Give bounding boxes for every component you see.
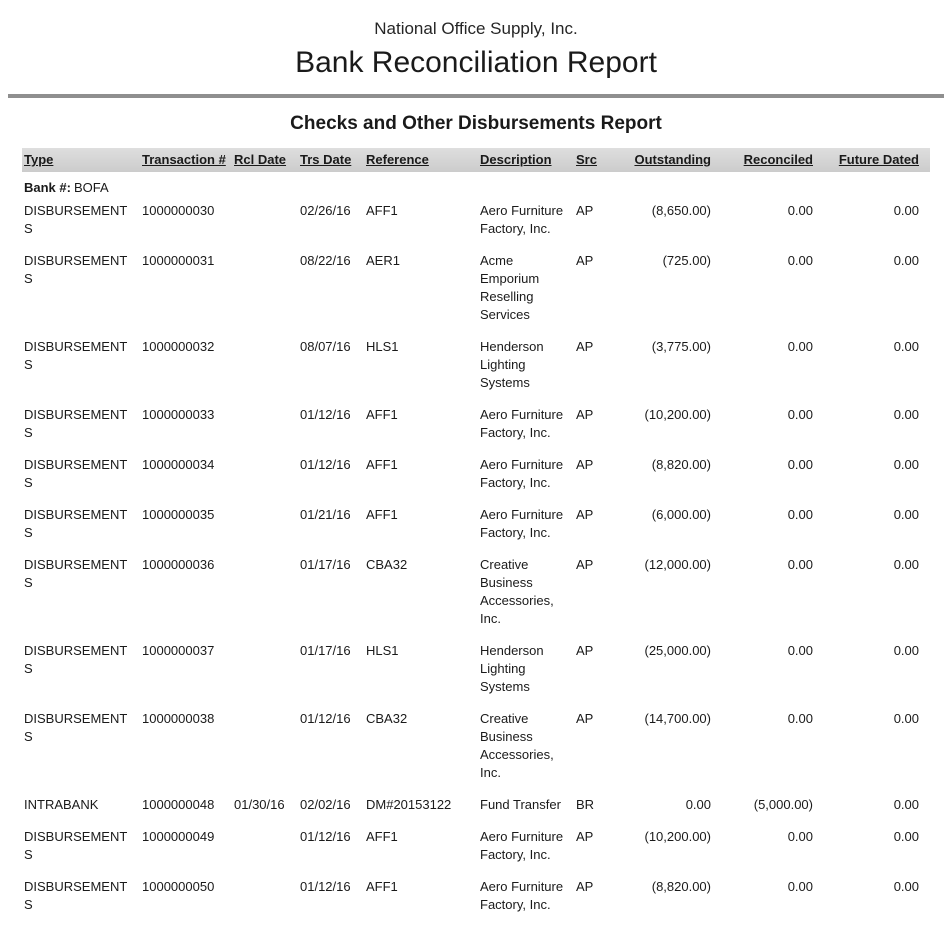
table-row (22, 792, 930, 824)
cell-rcl-date (232, 248, 298, 334)
table-row (22, 874, 930, 924)
cell-trs-date: 01/12/16 (300, 457, 351, 472)
cell-trs-date: 01/21/16 (300, 507, 351, 522)
table-header (22, 148, 930, 172)
cell-description: Acme Emporium Reselling Services (480, 253, 540, 322)
cell-reference: DM#20153122 (366, 797, 452, 812)
cell-transaction: 1000000049 (142, 829, 215, 844)
cell-outstanding: (8,820.00) (651, 879, 711, 894)
cell-reconciled: 0.00 (787, 507, 813, 522)
cell-trs-date: 02/02/16 (300, 797, 351, 812)
cell-src: AP (576, 829, 594, 844)
cell-outstanding: (25,000.00) (644, 643, 711, 658)
cell-src: AP (576, 879, 594, 894)
bank-group-row (22, 172, 930, 198)
cell-description: Aero Furniture Factory, Inc. (480, 457, 564, 490)
cell-outstanding: (12,000.00) (644, 557, 711, 572)
column-header-future-dated: Future Dated (824, 148, 930, 172)
cell-rcl-date (232, 706, 298, 792)
cell-description: Fund Transfer (480, 797, 561, 812)
cell-reconciled: 0.00 (787, 457, 813, 472)
cell-transaction: 1000000031 (142, 253, 215, 268)
cell-src: AP (576, 339, 594, 354)
cell-src: AP (576, 457, 594, 472)
bank-label: Bank #: (24, 180, 71, 195)
cell-reference: AFF1 (366, 457, 398, 472)
cell-outstanding: (10,200.00) (644, 829, 711, 844)
table-row (22, 248, 930, 334)
cell-reconciled: (5,000.00) (753, 797, 813, 812)
column-header-reference: Reference (364, 148, 478, 172)
cell-rcl-date (232, 552, 298, 638)
table-row (22, 402, 930, 452)
company-name: National Office Supply, Inc. (374, 19, 578, 38)
cell-trs-date: 08/22/16 (300, 253, 351, 268)
cell-trs-date: 01/12/16 (300, 407, 351, 422)
cell-type: DISBURSEMENTS (24, 457, 128, 490)
cell-rcl-date (232, 334, 298, 402)
cell-future-dated: 0.00 (893, 643, 919, 658)
cell-future-dated: 0.00 (893, 711, 919, 726)
cell-outstanding: 0.00 (685, 797, 711, 812)
cell-trs-date: 02/26/16 (300, 203, 351, 218)
cell-description: Henderson Lighting Systems (480, 643, 544, 694)
cell-reference: AFF1 (366, 829, 398, 844)
cell-reference: AFF1 (366, 203, 398, 218)
cell-transaction: 1000000033 (142, 407, 215, 422)
cell-src: BR (576, 797, 595, 812)
cell-src: AP (576, 643, 594, 658)
cell-src: AP (576, 253, 594, 268)
bank-number (22, 172, 930, 198)
cell-rcl-date (232, 402, 298, 452)
cell-description: Aero Furniture Factory, Inc. (480, 829, 564, 862)
cell-type: INTRABANK (24, 797, 99, 812)
report-table-body (22, 172, 930, 924)
cell-transaction: 1000000035 (142, 507, 215, 522)
cell-reconciled: 0.00 (787, 711, 813, 726)
column-header-src: Src (574, 148, 618, 172)
cell-outstanding: (6,000.00) (651, 507, 711, 522)
cell-reference: CBA32 (366, 557, 408, 572)
cell-description: Creative Business Accessories, Inc. (480, 557, 554, 626)
cell-trs-date: 01/17/16 (300, 643, 351, 658)
cell-type: DISBURSEMENTS (24, 829, 128, 862)
cell-future-dated: 0.00 (893, 829, 919, 844)
cell-transaction: 1000000050 (142, 879, 215, 894)
cell-outstanding: (3,775.00) (651, 339, 711, 354)
cell-transaction: 1000000038 (142, 711, 215, 726)
cell-reference: AFF1 (366, 507, 398, 522)
column-header-outstanding: Outstanding (618, 148, 722, 172)
cell-src: AP (576, 407, 594, 422)
table-row (22, 552, 930, 638)
cell-type: DISBURSEMENTS (24, 253, 128, 286)
cell-transaction: 1000000037 (142, 643, 215, 658)
cell-future-dated: 0.00 (893, 797, 919, 812)
cell-src: AP (576, 711, 594, 726)
cell-trs-date: 01/17/16 (300, 557, 351, 572)
cell-reference: HLS1 (366, 643, 399, 658)
cell-reconciled: 0.00 (787, 557, 813, 572)
column-header-reconciled: Reconciled (722, 148, 824, 172)
cell-src: AP (576, 203, 594, 218)
cell-rcl-date (232, 824, 298, 874)
table-row (22, 824, 930, 874)
cell-future-dated: 0.00 (893, 203, 919, 218)
cell-transaction: 1000000032 (142, 339, 215, 354)
cell-reconciled: 0.00 (787, 407, 813, 422)
bank-value: BOFA (73, 180, 109, 195)
table-header-row (22, 148, 930, 172)
cell-trs-date: 01/12/16 (300, 829, 351, 844)
cell-future-dated: 0.00 (893, 557, 919, 572)
cell-trs-date: 01/12/16 (300, 711, 351, 726)
cell-description: Aero Furniture Factory, Inc. (480, 879, 564, 912)
cell-future-dated: 0.00 (893, 507, 919, 522)
report-title: Bank Reconciliation Report (295, 46, 657, 79)
cell-type: DISBURSEMENTS (24, 203, 128, 236)
cell-transaction: 1000000048 (142, 797, 215, 812)
cell-description: Aero Furniture Factory, Inc. (480, 203, 564, 236)
column-header-type: Type (22, 148, 140, 172)
cell-reference: AFF1 (366, 879, 398, 894)
cell-reconciled: 0.00 (787, 203, 813, 218)
column-header-transaction: Transaction # (140, 148, 232, 172)
cell-type: DISBURSEMENTS (24, 407, 128, 440)
cell-type: DISBURSEMENTS (24, 643, 128, 676)
cell-reconciled: 0.00 (787, 339, 813, 354)
cell-type: DISBURSEMENTS (24, 879, 128, 912)
cell-type: DISBURSEMENTS (24, 711, 128, 744)
title-divider (8, 94, 944, 98)
cell-outstanding: (10,200.00) (644, 407, 711, 422)
cell-transaction: 1000000034 (142, 457, 215, 472)
cell-type: DISBURSEMENTS (24, 507, 128, 540)
cell-future-dated: 0.00 (893, 879, 919, 894)
cell-reconciled: 0.00 (787, 829, 813, 844)
cell-rcl-date (232, 874, 298, 924)
column-header-description: Description (478, 148, 574, 172)
table-row (22, 452, 930, 502)
report-table (22, 148, 930, 924)
cell-reference: AFF1 (366, 407, 398, 422)
table-row (22, 334, 930, 402)
cell-outstanding: (725.00) (662, 253, 711, 268)
table-row (22, 502, 930, 552)
cell-future-dated: 0.00 (893, 253, 919, 268)
table-row (22, 706, 930, 792)
cell-description: Creative Business Accessories, Inc. (480, 711, 554, 780)
cell-src: AP (576, 557, 594, 572)
cell-future-dated: 0.00 (893, 457, 919, 472)
cell-reference: CBA32 (366, 711, 408, 726)
cell-rcl-date (232, 198, 298, 248)
cell-rcl-date (232, 502, 298, 552)
cell-reconciled: 0.00 (787, 879, 813, 894)
cell-description: Aero Furniture Factory, Inc. (480, 407, 564, 440)
cell-outstanding: (8,650.00) (651, 203, 711, 218)
cell-future-dated: 0.00 (893, 407, 919, 422)
cell-reference: HLS1 (366, 339, 399, 354)
cell-rcl-date: 01/30/16 (234, 797, 285, 812)
cell-description: Henderson Lighting Systems (480, 339, 544, 390)
cell-type: DISBURSEMENTS (24, 557, 128, 590)
table-row (22, 198, 930, 248)
column-header-rcl-date: Rcl Date (232, 148, 298, 172)
cell-reference: AER1 (366, 253, 400, 268)
report-subtitle: Checks and Other Disbursements Report (290, 113, 662, 134)
cell-trs-date: 01/12/16 (300, 879, 351, 894)
cell-reconciled: 0.00 (787, 643, 813, 658)
cell-outstanding: (14,700.00) (644, 711, 711, 726)
cell-rcl-date (232, 452, 298, 502)
cell-src: AP (576, 507, 594, 522)
cell-transaction: 1000000036 (142, 557, 215, 572)
cell-description: Aero Furniture Factory, Inc. (480, 507, 564, 540)
cell-rcl-date (232, 638, 298, 706)
cell-trs-date: 08/07/16 (300, 339, 351, 354)
column-header-trs-date: Trs Date (298, 148, 364, 172)
cell-transaction: 1000000030 (142, 203, 215, 218)
cell-type: DISBURSEMENTS (24, 339, 128, 372)
cell-reconciled: 0.00 (787, 253, 813, 268)
cell-future-dated: 0.00 (893, 339, 919, 354)
table-row (22, 638, 930, 706)
cell-outstanding: (8,820.00) (651, 457, 711, 472)
